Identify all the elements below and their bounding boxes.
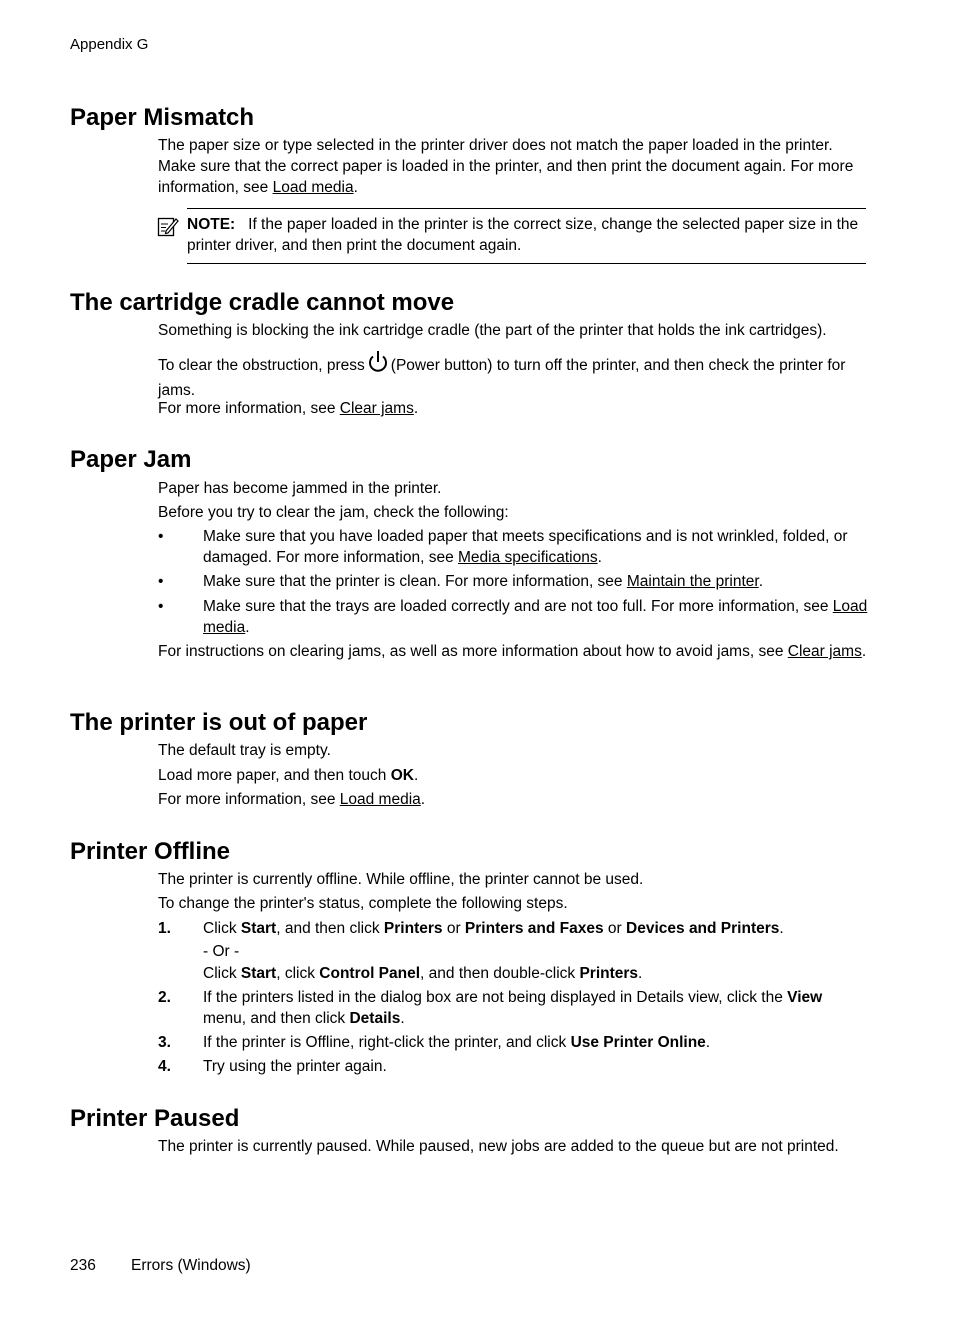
step-text: menu, and then click	[203, 1010, 350, 1027]
link-clear-jams[interactable]: Clear jams	[787, 643, 862, 660]
step-number: 4.	[158, 1058, 171, 1075]
step-number: 1.	[158, 920, 171, 937]
out-of-paper-p2	[158, 765, 868, 786]
list-item-end: .	[758, 573, 763, 590]
heading-paper-mismatch: Paper Mismatch	[70, 104, 255, 131]
step-bold: Printers	[383, 920, 443, 937]
step-text: or	[442, 920, 465, 937]
note-label: NOTE:	[187, 216, 236, 233]
step-text: Click	[203, 965, 241, 982]
out-of-paper-p1: The default tray is empty.	[158, 742, 331, 759]
paper-mismatch-text-end: .	[353, 179, 358, 196]
offline-p2: To change the printer's status, complete the following steps.	[158, 895, 568, 912]
step-item	[203, 987, 868, 1029]
step-number: 3.	[158, 1034, 171, 1051]
out-of-paper-p2-pre: Load more paper, and then touch	[158, 767, 391, 784]
cradle-p2-post: (Power button) to turn off the printer, and then check the printer for jams.	[158, 357, 846, 399]
page-number: 236	[70, 1257, 96, 1274]
list-item	[203, 596, 868, 638]
paused-p1: The printer is currently paused. While paused, new jobs are added to the queue but are not printed.	[158, 1138, 839, 1155]
power-icon	[367, 350, 389, 376]
step-line	[203, 918, 868, 941]
heading-paper-jam: Paper Jam	[70, 446, 192, 473]
list-item-text: Make sure that the trays are loaded correctly and are not too full. For more information, see	[203, 598, 833, 615]
paper-mismatch-text: The paper size or type selected in the printer driver does not match the paper loaded in the printer. Make sure that the correct paper is loaded in the printer, and then print the document again. For more information, see	[158, 137, 854, 196]
jam-p3-post: .	[861, 643, 867, 660]
jam-p2: Before you try to clear the jam, check the following:	[158, 504, 509, 521]
step-text: If the printer is Offline, right-click the printer, and click	[203, 1034, 571, 1051]
cradle-p2-pre: To clear the obstruction, press	[158, 357, 365, 374]
step-text: or	[603, 920, 627, 937]
out-of-paper-p2-post: .	[413, 767, 419, 784]
cradle-p3-post: .	[413, 400, 419, 417]
heading-out-of-paper: The printer is out of paper	[70, 709, 368, 736]
out-of-paper-p3	[158, 789, 868, 810]
link-load-media[interactable]: Load media	[203, 598, 868, 636]
link-maintain-printer[interactable]: Maintain the printer	[626, 573, 759, 590]
step-bold: Devices and Printers	[626, 920, 780, 937]
offline-p1: The printer is currently offline. While offline, the printer cannot be used.	[158, 871, 644, 888]
heading-cartridge-cradle: The cartridge cradle cannot move	[70, 289, 455, 316]
step-bold: Start	[240, 920, 277, 937]
list-item-end: .	[245, 619, 250, 636]
link-load-media[interactable]: Load media	[339, 791, 421, 808]
step-bold: View	[787, 989, 823, 1006]
step-text: , click	[276, 965, 320, 982]
step-or: - Or -	[203, 942, 240, 960]
step-text: , and then click	[276, 920, 384, 937]
running-header: Appendix G	[70, 36, 149, 53]
list-item-end: .	[597, 549, 602, 566]
step-text: .	[638, 965, 643, 982]
step-item: Try using the printer again.	[203, 1058, 387, 1075]
bullet-mark: •	[158, 573, 164, 590]
note-text	[187, 214, 866, 256]
bullet-mark: •	[158, 528, 164, 545]
step-text: If the printers listed in the dialog box are not being displayed in Details view, click the	[203, 989, 788, 1006]
list-item	[203, 571, 868, 592]
step-item	[203, 1032, 868, 1053]
step-text: .	[705, 1034, 711, 1051]
link-clear-jams[interactable]: Clear jams	[339, 400, 414, 417]
step-bold: Control Panel	[319, 965, 421, 982]
cradle-p3-pre: For more information, see	[158, 400, 340, 417]
jam-p1: Paper has become jammed in the printer.	[158, 480, 442, 497]
step-text: .	[400, 1010, 405, 1027]
step-bold: Printers	[579, 965, 639, 982]
step-item	[203, 918, 868, 986]
cradle-p1: Something is blocking the ink cartridge cradle (the part of the printer that holds the ink cartridges).	[158, 322, 827, 339]
link-media-specifications[interactable]: Media specifications	[458, 549, 598, 566]
jam-p3	[158, 641, 868, 662]
out-of-paper-p3-post: .	[420, 791, 426, 808]
step-line	[203, 963, 868, 986]
step-number: 2.	[158, 989, 171, 1006]
cradle-p2	[158, 350, 868, 403]
step-bold: Use Printer Online	[570, 1034, 706, 1051]
step-text: Click	[203, 920, 241, 937]
list-item	[203, 526, 868, 568]
step-text: .	[779, 920, 784, 937]
paper-mismatch-body	[158, 135, 868, 198]
note-box	[187, 208, 866, 264]
step-bold: Details	[349, 1010, 401, 1027]
heading-printer-offline: Printer Offline	[70, 838, 231, 865]
list-item-text: Make sure that the printer is clean. For more information, see	[203, 573, 627, 590]
step-bold: Printers and Faxes	[464, 920, 604, 937]
bullet-mark: •	[158, 598, 164, 615]
step-text: , and then double-click	[420, 965, 580, 982]
cradle-p3	[158, 398, 868, 419]
footer-chapter: Errors (Windows)	[131, 1257, 251, 1274]
out-of-paper-p3-pre: For more information, see	[158, 791, 340, 808]
link-load-media[interactable]: Load media	[272, 179, 354, 196]
note-body: If the paper loaded in the printer is the correct size, change the selected paper size in the printer driver, and then print the document again.	[187, 216, 859, 254]
note-icon	[157, 215, 179, 237]
ok-label: OK	[390, 767, 414, 784]
list-item-text: Make sure that you have loaded paper that meets specifications and is not wrinkled, folded, or damaged. For more information, see	[203, 528, 848, 566]
heading-printer-paused: Printer Paused	[70, 1105, 240, 1132]
jam-p3-pre: For instructions on clearing jams, as well as more information about how to avoid jams, see	[158, 643, 788, 660]
step-bold: Start	[240, 965, 277, 982]
